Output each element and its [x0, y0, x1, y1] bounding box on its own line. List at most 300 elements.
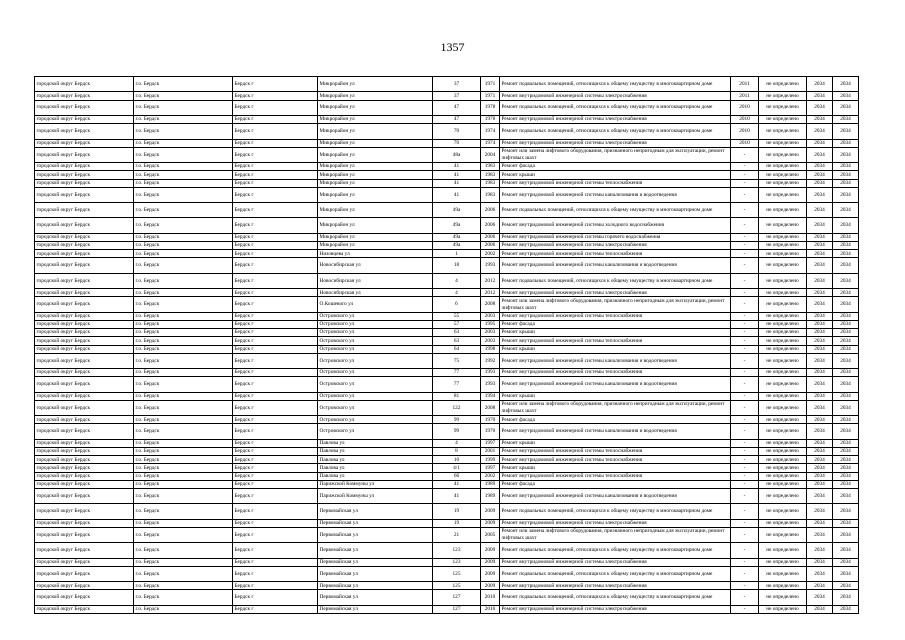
last-repair-year-cell: -	[731, 416, 759, 424]
house-number-cell: 37	[433, 92, 481, 100]
table-row	[35, 203, 859, 218]
work-type-cell: Ремонт внутридомовой инженерной системы канализования и водоотведения	[500, 424, 731, 439]
house-number-cell: 127	[433, 590, 481, 605]
locality-cell: Бердск г	[233, 456, 318, 464]
settlement-cell: г.о. Бердск	[134, 115, 233, 123]
planned-year-to-cell: 2034	[833, 115, 859, 123]
status-cell: не определено	[759, 273, 807, 288]
status-cell: не определено	[759, 242, 807, 250]
status-cell: не определено	[759, 250, 807, 258]
house-number-cell: 41	[433, 179, 481, 187]
street-cell: Микрорайон ул	[318, 139, 433, 147]
last-repair-year-cell: -	[731, 566, 759, 581]
status-cell: не определено	[759, 480, 807, 488]
planned-year-from-cell: 2034	[807, 115, 833, 123]
municipality-cell: городской округ Бердск	[35, 203, 134, 218]
status-cell: не определено	[759, 448, 807, 456]
house-number-cell: 123	[433, 558, 481, 566]
planned-year-from-cell: 2034	[807, 345, 833, 353]
year-built-cell: 2009	[481, 566, 500, 581]
table-row	[35, 456, 859, 464]
year-built-cell: 1971	[481, 92, 500, 100]
house-number-cell: 4/1	[433, 464, 481, 472]
last-repair-year-cell: -	[731, 558, 759, 566]
municipality-cell: городской округ Бердск	[35, 369, 134, 377]
planned-year-to-cell: 2034	[833, 250, 859, 258]
work-type-cell: Ремонт внутридомовой инженерной системы холодного водоснабжения	[500, 218, 731, 233]
locality-cell: Бердск г	[233, 179, 318, 187]
house-number-cell: 63	[433, 337, 481, 345]
last-repair-year-cell: -	[731, 203, 759, 218]
work-type-cell: Ремонт внутридомовой инженерной системы электроснабжения	[500, 605, 731, 613]
municipality-cell: городской округ Бердск	[35, 345, 134, 353]
settlement-cell: г.о. Бердск	[134, 92, 233, 100]
settlement-cell: г.о. Бердск	[134, 258, 233, 273]
planned-year-from-cell: 2034	[807, 504, 833, 519]
work-type-cell: Ремонт подвальных помещений, относящихся к общему имуществу в многоквартирном доме	[500, 100, 731, 115]
settlement-cell: г.о. Бердск	[134, 582, 233, 590]
planned-year-to-cell: 2034	[833, 566, 859, 581]
last-repair-year-cell: -	[731, 273, 759, 288]
table-row	[35, 297, 859, 312]
planned-year-to-cell: 2034	[833, 377, 859, 392]
street-cell: Островского ул	[318, 312, 433, 320]
status-cell: не определено	[759, 369, 807, 377]
last-repair-year-cell: -	[731, 504, 759, 519]
table-row	[35, 92, 859, 100]
page-number: 1357	[440, 40, 465, 54]
planned-year-to-cell: 2034	[833, 163, 859, 171]
locality-cell: Бердск г	[233, 273, 318, 288]
settlement-cell: г.о. Бердск	[134, 163, 233, 171]
settlement-cell: г.о. Бердск	[134, 558, 233, 566]
planned-year-from-cell: 2034	[807, 320, 833, 328]
street-cell: Микрорайон ул	[318, 171, 433, 179]
locality-cell: Бердск г	[233, 369, 318, 377]
street-cell: Первомайская ул	[318, 605, 433, 613]
municipality-cell: городской округ Бердск	[35, 377, 134, 392]
house-number-cell: 49а	[433, 203, 481, 218]
year-built-cell: 1983	[481, 171, 500, 179]
table-row	[35, 448, 859, 456]
status-cell: не определено	[759, 400, 807, 415]
status-cell: не определено	[759, 472, 807, 480]
work-type-cell: Ремонт подвальных помещений, относящихся к общему имуществу в многоквартирном доме	[500, 203, 731, 218]
locality-cell: Бердск г	[233, 147, 318, 162]
settlement-cell: г.о. Бердск	[134, 147, 233, 162]
street-cell: Первомайская ул	[318, 543, 433, 558]
house-number-cell: 99	[433, 416, 481, 424]
last-repair-year-cell: -	[731, 179, 759, 187]
planned-year-from-cell: 2034	[807, 448, 833, 456]
locality-cell: Бердск г	[233, 171, 318, 179]
work-type-cell: Ремонт подвальных помещений, относящихся к общему имуществу в многоквартирном доме	[500, 590, 731, 605]
work-type-cell: Ремонт крыши	[500, 392, 731, 400]
house-number-cell: 41	[433, 187, 481, 202]
work-type-cell: Ремонт или замена лифтового оборудования, признанного непригодным для эксплуатации, ремонт лифтовых шахт	[500, 147, 731, 162]
last-repair-year-cell: -	[731, 337, 759, 345]
last-repair-year-cell: -	[731, 289, 759, 297]
work-type-cell: Ремонт внутридомовой инженерной системы теплоснабжения	[500, 448, 731, 456]
settlement-cell: г.о. Бердск	[134, 139, 233, 147]
planned-year-to-cell: 2034	[833, 456, 859, 464]
street-cell: Микрорайон ул	[318, 124, 433, 139]
settlement-cell: г.о. Бердск	[134, 456, 233, 464]
street-cell: О.Кошевого ул	[318, 297, 433, 312]
work-type-cell: Ремонт фасада	[500, 416, 731, 424]
year-built-cell: 1998	[481, 345, 500, 353]
house-number-cell: 4	[433, 273, 481, 288]
table-row	[35, 218, 859, 233]
municipality-cell: городской округ Бердск	[35, 139, 134, 147]
municipality-cell: городской округ Бердск	[35, 392, 134, 400]
work-type-cell: Ремонт внутридомовой инженерной системы канализования и водоотведения	[500, 187, 731, 202]
work-type-cell: Ремонт внутридомовой инженерной системы канализования и водоотведения	[500, 258, 731, 273]
settlement-cell: г.о. Бердск	[134, 464, 233, 472]
planned-year-from-cell: 2034	[807, 218, 833, 233]
street-cell: Островского ул	[318, 345, 433, 353]
table-row	[35, 289, 859, 297]
house-number-cell: 99	[433, 424, 481, 439]
planned-year-from-cell: 2034	[807, 353, 833, 368]
planned-year-to-cell: 2034	[833, 77, 859, 92]
street-cell: Первомайская ул	[318, 566, 433, 581]
table-row	[35, 353, 859, 368]
planned-year-from-cell: 2034	[807, 147, 833, 162]
locality-cell: Бердск г	[233, 250, 318, 258]
planned-year-from-cell: 2034	[807, 377, 833, 392]
house-number-cell: 4	[433, 439, 481, 447]
locality-cell: Бердск г	[233, 77, 318, 92]
last-repair-year-cell: -	[731, 456, 759, 464]
year-built-cell: 2009	[481, 543, 500, 558]
last-repair-year-cell: -	[731, 543, 759, 558]
settlement-cell: г.о. Бердск	[134, 337, 233, 345]
house-number-cell: 6б	[433, 472, 481, 480]
work-type-cell: Ремонт внутридомовой инженерной системы теплоснабжения	[500, 472, 731, 480]
year-built-cell: 2005	[481, 527, 500, 542]
status-cell: не определено	[759, 353, 807, 368]
settlement-cell: г.о. Бердск	[134, 424, 233, 439]
planned-year-from-cell: 2034	[807, 250, 833, 258]
locality-cell: Бердск г	[233, 543, 318, 558]
locality-cell: Бердск г	[233, 439, 318, 447]
work-type-cell: Ремонт крыши	[500, 171, 731, 179]
table-row	[35, 392, 859, 400]
municipality-cell: городской округ Бердск	[35, 605, 134, 613]
status-cell: не определено	[759, 392, 807, 400]
municipality-cell: городской округ Бердск	[35, 163, 134, 171]
work-type-cell: Ремонт фасада	[500, 480, 731, 488]
house-number-cell: 49а	[433, 218, 481, 233]
house-number-cell: 127	[433, 605, 481, 613]
work-type-cell: Ремонт внутридомовой инженерной системы электроснабжения	[500, 558, 731, 566]
planned-year-from-cell: 2034	[807, 203, 833, 218]
work-type-cell: Ремонт крыши	[500, 329, 731, 337]
year-built-cell: 2009	[481, 519, 500, 527]
year-built-cell: 1989	[481, 488, 500, 503]
table-row	[35, 543, 859, 558]
house-number-cell: 19	[433, 504, 481, 519]
house-number-cell: 81	[433, 392, 481, 400]
street-cell: Первомайская ул	[318, 504, 433, 519]
planned-year-to-cell: 2034	[833, 124, 859, 139]
status-cell: не определено	[759, 519, 807, 527]
status-cell: не определено	[759, 218, 807, 233]
last-repair-year-cell: -	[731, 218, 759, 233]
last-repair-year-cell: -	[731, 527, 759, 542]
last-repair-year-cell: -	[731, 590, 759, 605]
settlement-cell: г.о. Бердск	[134, 218, 233, 233]
street-cell: Островского ул	[318, 353, 433, 368]
table-row	[35, 258, 859, 273]
table-row	[35, 558, 859, 566]
street-cell: Павлова ул	[318, 464, 433, 472]
last-repair-year-cell: -	[731, 187, 759, 202]
work-type-cell: Ремонт внутридомовой инженерной системы электроснабжения	[500, 139, 731, 147]
street-cell: Микрорайон ул	[318, 233, 433, 241]
planned-year-to-cell: 2034	[833, 179, 859, 187]
year-built-cell: 2012	[481, 273, 500, 288]
settlement-cell: г.о. Бердск	[134, 377, 233, 392]
status-cell: не определено	[759, 187, 807, 202]
planned-year-from-cell: 2034	[807, 77, 833, 92]
last-repair-year-cell: -	[731, 439, 759, 447]
locality-cell: Бердск г	[233, 480, 318, 488]
settlement-cell: г.о. Бердск	[134, 543, 233, 558]
municipality-cell: городской округ Бердск	[35, 456, 134, 464]
status-cell: не определено	[759, 566, 807, 581]
planned-year-from-cell: 2034	[807, 558, 833, 566]
settlement-cell: г.о. Бердск	[134, 242, 233, 250]
locality-cell: Бердск г	[233, 448, 318, 456]
street-cell: Павлова ул	[318, 472, 433, 480]
locality-cell: Бердск г	[233, 312, 318, 320]
year-built-cell: 1993	[481, 258, 500, 273]
status-cell: не определено	[759, 297, 807, 312]
work-type-cell: Ремонт внутридомовой инженерной системы теплоснабжения	[500, 312, 731, 320]
planned-year-to-cell: 2034	[833, 464, 859, 472]
street-cell: Островского ул	[318, 377, 433, 392]
locality-cell: Бердск г	[233, 289, 318, 297]
settlement-cell: г.о. Бердск	[134, 312, 233, 320]
street-cell: Микрорайон ул	[318, 115, 433, 123]
settlement-cell: г.о. Бердск	[134, 250, 233, 258]
year-built-cell: 2006	[481, 203, 500, 218]
locality-cell: Бердск г	[233, 345, 318, 353]
street-cell: Новосибирская ул	[318, 289, 433, 297]
year-built-cell: 2010	[481, 605, 500, 613]
work-type-cell: Ремонт внутридомовой инженерной системы электроснабжения	[500, 115, 731, 123]
last-repair-year-cell: 2010	[731, 115, 759, 123]
status-cell: не определено	[759, 179, 807, 187]
street-cell: Микрорайон ул	[318, 203, 433, 218]
table-row	[35, 504, 859, 519]
planned-year-to-cell: 2034	[833, 92, 859, 100]
table-row	[35, 527, 859, 542]
settlement-cell: г.о. Бердск	[134, 504, 233, 519]
status-cell: не определено	[759, 337, 807, 345]
planned-year-to-cell: 2034	[833, 258, 859, 273]
table-row	[35, 488, 859, 503]
last-repair-year-cell: -	[731, 400, 759, 415]
house-number-cell: 49а	[433, 233, 481, 241]
municipality-cell: городской округ Бердск	[35, 504, 134, 519]
planned-year-to-cell: 2034	[833, 353, 859, 368]
planned-year-to-cell: 2034	[833, 439, 859, 447]
street-cell: Островского ул	[318, 329, 433, 337]
municipality-cell: городской округ Бердск	[35, 416, 134, 424]
status-cell: не определено	[759, 488, 807, 503]
settlement-cell: г.о. Бердск	[134, 392, 233, 400]
locality-cell: Бердск г	[233, 100, 318, 115]
year-built-cell: 1993	[481, 377, 500, 392]
year-built-cell: 1970	[481, 416, 500, 424]
street-cell: Новосибирская ул	[318, 273, 433, 288]
table-row	[35, 424, 859, 439]
municipality-cell: городской округ Бердск	[35, 92, 134, 100]
work-type-cell: Ремонт внутридомовой инженерной системы теплоснабжения	[500, 456, 731, 464]
street-cell: Островского ул	[318, 392, 433, 400]
year-built-cell: 1983	[481, 187, 500, 202]
last-repair-year-cell: -	[731, 605, 759, 613]
work-type-cell: Ремонт крыши	[500, 439, 731, 447]
table-row	[35, 273, 859, 288]
planned-year-to-cell: 2034	[833, 187, 859, 202]
year-built-cell: 1983	[481, 163, 500, 171]
planned-year-from-cell: 2034	[807, 488, 833, 503]
planned-year-from-cell: 2034	[807, 124, 833, 139]
work-type-cell: Ремонт внутридомовой инженерной системы электроснабжения	[500, 289, 731, 297]
year-built-cell: 2003	[481, 337, 500, 345]
table-row	[35, 519, 859, 527]
planned-year-to-cell: 2034	[833, 171, 859, 179]
planned-year-from-cell: 2034	[807, 605, 833, 613]
year-built-cell: 2009	[481, 582, 500, 590]
last-repair-year-cell: -	[731, 488, 759, 503]
settlement-cell: г.о. Бердск	[134, 171, 233, 179]
street-cell: Павлова ул	[318, 439, 433, 447]
municipality-cell: городской округ Бердск	[35, 448, 134, 456]
street-cell: Микрорайон ул	[318, 92, 433, 100]
street-cell: Павлова ул	[318, 456, 433, 464]
planned-year-to-cell: 2034	[833, 242, 859, 250]
municipality-cell: городской округ Бердск	[35, 543, 134, 558]
year-built-cell: 1997	[481, 464, 500, 472]
house-number-cell: 122	[433, 400, 481, 415]
municipality-cell: городской округ Бердск	[35, 147, 134, 162]
house-number-cell: 21	[433, 527, 481, 542]
last-repair-year-cell: -	[731, 392, 759, 400]
house-number-cell: 37	[433, 77, 481, 92]
table-row	[35, 337, 859, 345]
year-built-cell: 1978	[481, 115, 500, 123]
year-built-cell: 2010	[481, 590, 500, 605]
house-number-cell: 55	[433, 312, 481, 320]
locality-cell: Бердск г	[233, 519, 318, 527]
year-built-cell: 1978	[481, 100, 500, 115]
table-row	[35, 439, 859, 447]
municipality-cell: городской округ Бердск	[35, 171, 134, 179]
year-built-cell: 2003	[481, 312, 500, 320]
locality-cell: Бердск г	[233, 558, 318, 566]
table-row	[35, 115, 859, 123]
year-built-cell: 1974	[481, 124, 500, 139]
municipality-cell: городской округ Бердск	[35, 124, 134, 139]
table-row	[35, 345, 859, 353]
municipality-cell: городской округ Бердск	[35, 337, 134, 345]
locality-cell: Бердск г	[233, 233, 318, 241]
work-type-cell: Ремонт крыши	[500, 345, 731, 353]
street-cell: Микрорайон ул	[318, 100, 433, 115]
last-repair-year-cell: -	[731, 519, 759, 527]
planned-year-to-cell: 2034	[833, 527, 859, 542]
house-number-cell: 64	[433, 345, 481, 353]
planned-year-to-cell: 2034	[833, 337, 859, 345]
planned-year-to-cell: 2034	[833, 424, 859, 439]
planned-year-from-cell: 2034	[807, 566, 833, 581]
status-cell: не определено	[759, 345, 807, 353]
work-type-cell: Ремонт внутридомовой инженерной системы теплоснабжения	[500, 369, 731, 377]
house-number-cell: 1	[433, 250, 481, 258]
table-row	[35, 320, 859, 328]
last-repair-year-cell: -	[731, 424, 759, 439]
last-repair-year-cell: 2011	[731, 92, 759, 100]
work-type-cell: Ремонт внутридомовой инженерной системы канализования и водоотведения	[500, 353, 731, 368]
last-repair-year-cell: -	[731, 312, 759, 320]
status-cell: не определено	[759, 504, 807, 519]
planned-year-from-cell: 2034	[807, 456, 833, 464]
settlement-cell: г.о. Бердск	[134, 439, 233, 447]
planned-year-from-cell: 2034	[807, 464, 833, 472]
municipality-cell: городской округ Бердск	[35, 488, 134, 503]
municipality-cell: городской округ Бердск	[35, 250, 134, 258]
last-repair-year-cell: 2011	[731, 77, 759, 92]
last-repair-year-cell: 2010	[731, 139, 759, 147]
work-type-cell: Ремонт внутридомовой инженерной системы электроснабжения	[500, 92, 731, 100]
locality-cell: Бердск г	[233, 258, 318, 273]
year-built-cell: 1974	[481, 139, 500, 147]
year-built-cell: 2008	[481, 297, 500, 312]
house-number-cell: 47	[433, 100, 481, 115]
table-row	[35, 187, 859, 202]
work-type-cell: Ремонт подвальных помещений, относящихся к общему имуществу в многоквартирном доме	[500, 273, 731, 288]
last-repair-year-cell: -	[731, 353, 759, 368]
planned-year-from-cell: 2034	[807, 392, 833, 400]
street-cell: Парижской Коммуны ул	[318, 480, 433, 488]
status-cell: не определено	[759, 289, 807, 297]
table-row	[35, 100, 859, 115]
planned-year-to-cell: 2034	[833, 488, 859, 503]
last-repair-year-cell: -	[731, 258, 759, 273]
locality-cell: Бердск г	[233, 92, 318, 100]
street-cell: Новосибирская ул	[318, 258, 433, 273]
last-repair-year-cell: -	[731, 233, 759, 241]
locality-cell: Бердск г	[233, 337, 318, 345]
status-cell: не определено	[759, 233, 807, 241]
last-repair-year-cell: -	[731, 448, 759, 456]
municipality-cell: городской округ Бердск	[35, 424, 134, 439]
settlement-cell: г.о. Бердск	[134, 448, 233, 456]
street-cell: Микрорайон ул	[318, 163, 433, 171]
status-cell: не определено	[759, 582, 807, 590]
street-cell: Первомайская ул	[318, 519, 433, 527]
locality-cell: Бердск г	[233, 605, 318, 613]
municipality-cell: городской округ Бердск	[35, 439, 134, 447]
locality-cell: Бердск г	[233, 472, 318, 480]
year-built-cell: 2004	[481, 147, 500, 162]
locality-cell: Бердск г	[233, 203, 318, 218]
